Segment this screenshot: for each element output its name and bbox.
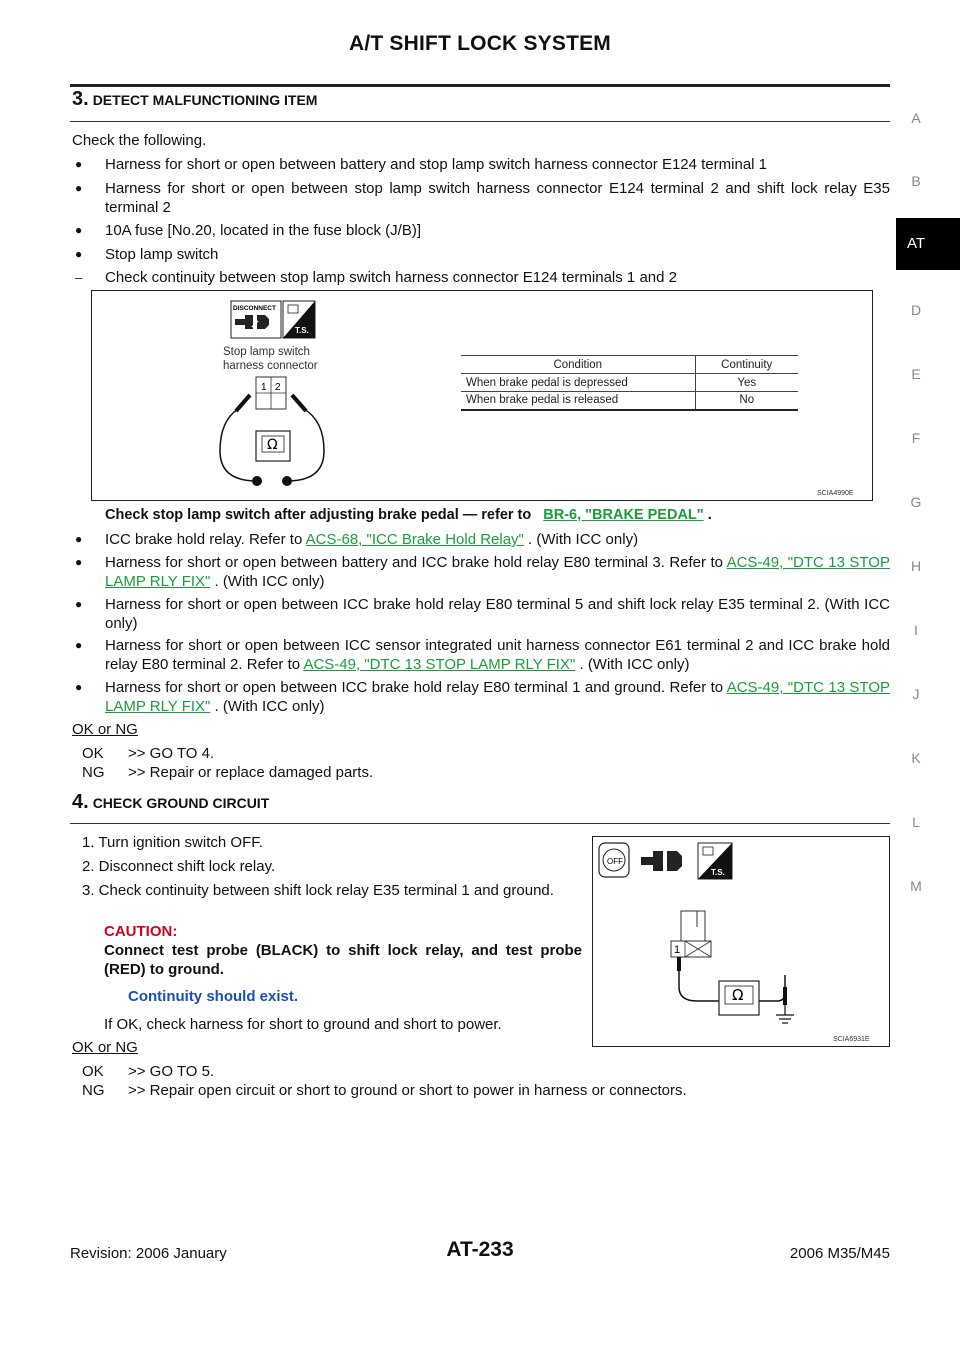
ok-text: >> GO TO 4. — [128, 745, 215, 762]
table-cell: When brake pedal is released — [461, 392, 695, 410]
figure-ground-circuit — [592, 836, 890, 1047]
bullet-item — [75, 155, 890, 174]
ohm-symbol: Ω — [732, 986, 744, 1004]
bullet-dot-icon: ● — [75, 532, 83, 546]
ng-result — [82, 763, 373, 782]
caution-label: CAUTION: — [104, 923, 178, 940]
procedure-step: 3. Check continuity between shift lock relay E35 terminal 1 and ground. — [82, 882, 554, 899]
step-3-intro: Check the following. — [72, 132, 207, 149]
step-4-rule — [70, 823, 890, 824]
ng-text: >> Repair open circuit or short to ground or short to power in harness or connectors. — [128, 1082, 687, 1099]
ts-tester-icon — [698, 843, 732, 879]
connector-label-line1: Stop lamp switch — [223, 346, 310, 358]
bullet-text: 10A fuse [No.20, located in the fuse block (J/B)] — [105, 222, 422, 239]
continuity-spec: Continuity should exist. — [128, 988, 299, 1005]
off-label: OFF — [607, 857, 623, 866]
bullet-text: Harness for short or open between ICC brake hold relay E80 terminal 1 and ground. Refer to — [105, 679, 727, 696]
ok-label: OK — [82, 1063, 104, 1080]
check-note-suffix: . — [707, 507, 712, 523]
pin-1-label: 1 — [261, 382, 267, 393]
section-tab-d[interactable]: D — [910, 302, 922, 318]
bullet-item — [75, 179, 890, 217]
step-3-heading — [72, 88, 317, 111]
ohmmeter-icon — [256, 431, 290, 461]
ok-result — [82, 1062, 214, 1081]
step-4-heading — [72, 791, 269, 814]
caution-text: Connect test probe (BLACK) to shift lock relay, and test probe (RED) to ground. — [104, 942, 582, 978]
section-tab-at-active[interactable]: AT — [896, 218, 960, 270]
followup-text: If OK, check harness for short to ground and short to power. — [104, 1016, 502, 1033]
bullet-item — [75, 595, 890, 633]
section-tab-k[interactable]: K — [911, 750, 921, 766]
bullet-text: ICC brake hold relay. Refer to — [105, 531, 306, 548]
bullet-item — [75, 678, 890, 716]
bullet-text: . (With ICC only) — [575, 656, 690, 673]
footer-revision: Revision: 2006 January — [70, 1245, 227, 1262]
bullet-text: Harness for short or open between ICC brake hold relay E80 terminal 5 and shift lock relay E35 terminal 2. (With ICC only) — [105, 596, 890, 632]
page-number: AT-233 — [446, 1238, 514, 1261]
bullet-text: . (With ICC only) — [210, 698, 325, 715]
ok-text: >> GO TO 5. — [128, 1063, 215, 1080]
connector-label-line2: harness connector — [223, 360, 318, 372]
ts-tester-icon — [283, 301, 315, 338]
bullet-text: . (With ICC only) — [210, 573, 325, 590]
section-tab-e[interactable]: E — [911, 366, 921, 382]
bullet-dot-icon: ● — [75, 555, 83, 569]
link-acs-49[interactable]: ACS-49, "DTC 13 STOP LAMP RLY FIX" — [105, 679, 890, 715]
table-row — [461, 392, 798, 410]
check-note-text: Check stop lamp switch after adjusting brake pedal — refer to — [105, 507, 532, 523]
step-3-rule — [70, 121, 890, 122]
ng-result — [82, 1081, 687, 1100]
disconnect-label: DISCONNECT — [233, 305, 276, 312]
continuity-table — [461, 355, 798, 411]
procedure-step: 1. Turn ignition switch OFF. — [82, 834, 263, 851]
ignition-off-icon — [599, 843, 629, 877]
harness-connector — [256, 377, 286, 409]
ok-ng-label: OK or NG — [72, 721, 138, 738]
step-3-title: DETECT MALFUNCTIONING ITEM — [92, 92, 318, 108]
disconnect-icon — [231, 301, 281, 338]
ground-icon — [776, 1005, 794, 1023]
relay-connector — [671, 911, 711, 957]
section-tab-b[interactable]: B — [911, 173, 921, 189]
table-header-row — [461, 356, 798, 374]
link-acs-49[interactable]: ACS-49, "DTC 13 STOP LAMP RLY FIX" — [105, 554, 890, 590]
footer-model: 2006 M35/M45 — [789, 1245, 890, 1262]
ts-label: T.S. — [295, 326, 309, 335]
section-tab-f[interactable]: F — [911, 430, 921, 446]
bullet-text: . (With ICC only) — [523, 531, 639, 548]
bullet-dot-icon: ● — [75, 680, 83, 694]
bullet-item — [75, 245, 890, 264]
pin-1-label: 1 — [674, 944, 681, 956]
section-tab-m[interactable]: M — [910, 878, 922, 894]
ts-label: T.S. — [711, 868, 725, 877]
bullet-text: Stop lamp switch — [105, 246, 219, 263]
bullet-text: Harness for short or open between ICC sensor integrated unit harness connector E61 terminal 2 and ICC brake hold relay E80 terminal 2. Refer to — [105, 637, 890, 673]
sub-item — [75, 268, 890, 287]
ng-label: NG — [82, 1082, 105, 1099]
bullet-item — [75, 530, 890, 549]
ok-label: OK — [82, 745, 104, 762]
ok-ng-label: OK or NG — [72, 1039, 138, 1056]
ng-text: >> Repair or replace damaged parts. — [128, 764, 374, 781]
ng-label: NG — [82, 764, 105, 781]
figure-code: SCIA4990E — [817, 490, 854, 497]
table-cell: When brake pedal is depressed — [461, 374, 695, 392]
dash-icon: – — [75, 270, 83, 285]
ohm-symbol: Ω — [267, 437, 278, 453]
table-cell: Yes — [695, 374, 798, 392]
section-tab-l[interactable]: L — [912, 814, 920, 830]
pin-2-label: 2 — [275, 382, 281, 393]
section-tab-i[interactable]: I — [914, 622, 918, 638]
figure-code: SCIA6931E — [833, 1036, 870, 1043]
ok-result — [82, 744, 214, 763]
bullet-dot-icon: ● — [75, 597, 83, 611]
bullet-dot-icon: ● — [75, 638, 83, 652]
procedure-step: 2. Disconnect shift lock relay. — [82, 858, 276, 875]
step-4-title: CHECK GROUND CIRCUIT — [92, 795, 270, 811]
table-header-cell: Continuity — [695, 356, 798, 374]
section-tab-h[interactable]: H — [910, 558, 922, 574]
bullet-dot-icon: ● — [75, 223, 83, 237]
bullet-text: Harness for short or open between battery and stop lamp switch harness connector E124 terminal 1 — [105, 156, 768, 173]
step-3-number: 3. — [72, 88, 89, 110]
table-cell: No — [695, 392, 798, 410]
bullet-dot-icon: ● — [75, 247, 83, 261]
wiring-diagram-2 — [593, 837, 889, 1046]
table-row — [461, 374, 798, 392]
table-header-cell: Condition — [461, 356, 695, 374]
bullet-text: Harness for short or open between stop lamp switch harness connector E124 terminal 2 and shift lock relay E35 terminal 2 — [105, 180, 890, 216]
section-tab-g[interactable]: G — [910, 494, 922, 510]
page-title: A/T SHIFT LOCK SYSTEM — [348, 32, 612, 55]
check-note — [105, 506, 712, 525]
bullet-dot-icon: ● — [75, 157, 83, 171]
sub-item-text: Check continuity between stop lamp switch harness connector E124 terminals 1 and 2 — [105, 269, 677, 286]
section-tab-a[interactable]: A — [911, 110, 921, 126]
ohmmeter-icon — [719, 981, 759, 1015]
bullet-dot-icon: ● — [75, 181, 83, 195]
link-brake-pedal[interactable]: BR-6, "BRAKE PEDAL" — [543, 507, 704, 523]
link-acs-68[interactable]: ACS-68, "ICC Brake Hold Relay" — [305, 531, 524, 548]
bullet-item — [75, 221, 890, 240]
section-tab-j[interactable]: J — [912, 686, 920, 702]
bullet-text: Harness for short or open between battery and ICC brake hold relay E80 terminal 3. Refer to — [105, 554, 727, 571]
bullet-item — [75, 636, 890, 674]
header-rule — [70, 84, 890, 87]
step-4-number: 4. — [72, 791, 89, 813]
figure-continuity-stop-lamp — [91, 290, 873, 501]
bullet-item — [75, 553, 890, 591]
disconnect-connector-icon — [641, 851, 682, 871]
link-acs-49[interactable]: ACS-49, "DTC 13 STOP LAMP RLY FIX" — [303, 656, 576, 673]
